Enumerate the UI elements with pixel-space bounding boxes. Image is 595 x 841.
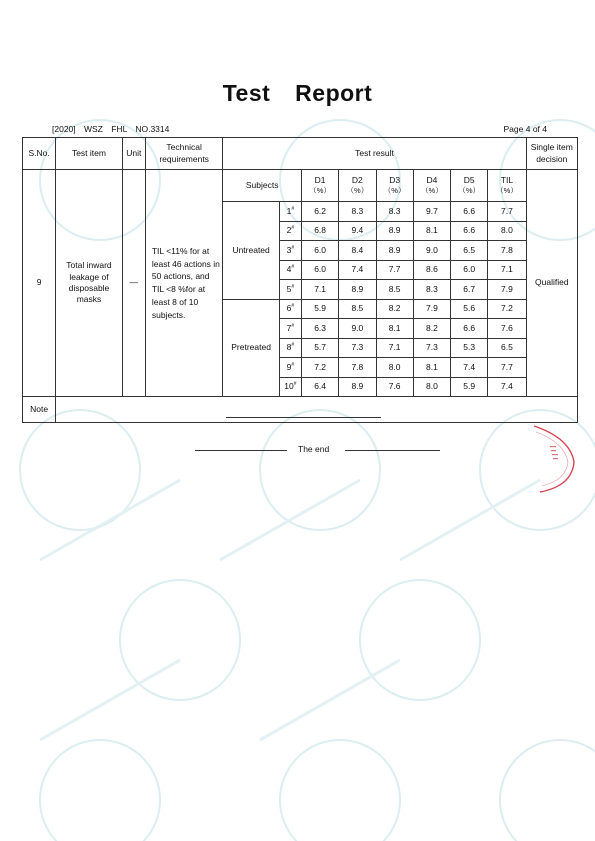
note-content [56,397,578,423]
result-cell: 7.1 [301,280,338,300]
result-cell: 7.4 [488,377,526,397]
subject-number-value: 9 [286,361,292,372]
subject-number-suffix: # [291,244,295,251]
result-cell: 6.5 [451,241,488,261]
column-unit: （%） [496,186,518,196]
result-cell: 8.0 [413,377,450,397]
subject-number-suffix: # [293,381,297,388]
subject-number-suffix: # [291,342,295,349]
result-cell: 6.6 [451,319,488,339]
subheader-subjects: Subjects [223,170,302,202]
subject-number-suffix: # [291,225,295,232]
result-cell: 7.4 [451,358,488,378]
subject-number-value: 6 [286,303,292,314]
result-cell: 7.7 [488,358,526,378]
result-cell: 6.4 [301,377,338,397]
subject-number [279,319,301,339]
subject-number [279,358,301,378]
result-cell: 8.5 [339,299,376,319]
item-requirement: TIL <11% for at least 46 actions in 50 actions, and TIL <8 %for at least 8 of 10 subjects. [145,170,223,397]
subject-number [279,202,301,222]
result-cell: 6.8 [301,221,338,241]
column-name: D4 [426,174,438,185]
subheader-column [301,170,338,202]
column-unit: （%） [346,186,369,196]
result-cell: 7.8 [488,241,526,261]
column-name: TIL [500,174,514,185]
item-name: Total inward leakage of disposable masks [56,170,122,397]
result-cell: 8.2 [413,319,450,339]
header-test-result: Test result [223,138,526,170]
subject-number [279,377,301,397]
column-unit: （%） [421,186,443,196]
end-line-left [195,450,287,451]
end-line-right [345,450,440,451]
result-cell: 8.2 [376,299,413,319]
result-cell: 7.2 [301,358,338,378]
official-seal-stamp [530,420,590,500]
subject-number [279,221,301,241]
result-cell: 5.7 [301,338,338,358]
result-cell: 7.7 [376,260,413,280]
note-label: Note [23,397,56,423]
result-cell: 6.6 [451,221,488,241]
subject-number [279,260,301,280]
result-cell: 6.0 [301,241,338,261]
item-decision: Qualified [526,170,577,397]
result-cell: 6.0 [451,260,488,280]
result-cell: 6.7 [451,280,488,300]
result-cell: 6.3 [301,319,338,339]
result-cell: 7.9 [413,299,450,319]
result-cell: 8.5 [376,280,413,300]
result-cell: 9.0 [413,241,450,261]
result-cell: 5.6 [451,299,488,319]
subject-number [279,280,301,300]
subject-number-suffix: # [291,205,295,212]
subject-number [279,299,301,319]
subheader-column [339,170,376,202]
subject-number-suffix: # [291,264,295,271]
subject-number-value: 2 [286,225,292,236]
result-cell: 8.4 [339,241,376,261]
result-cell: 7.6 [376,377,413,397]
subject-number-value: 5 [286,283,292,294]
subject-number-suffix: # [291,361,295,368]
subject-number-suffix: # [291,322,295,329]
column-name: D5 [463,174,475,185]
header-unit: Unit [122,138,145,170]
report-title: Test Report [222,80,373,106]
result-cell: 6.6 [451,202,488,222]
result-cell: 7.8 [339,358,376,378]
result-cell: 9.7 [413,202,450,222]
note-underline [226,417,381,418]
result-cell: 9.0 [339,319,376,339]
header-single-item-decision: Single item decision [526,138,577,170]
result-cell: 8.6 [413,260,450,280]
result-cell: 7.6 [488,319,526,339]
subject-number-value: 4 [286,264,292,275]
test-result-table [22,137,578,423]
subject-number [279,338,301,358]
header-sno: S.No. [23,138,56,170]
result-cell: 7.9 [488,280,526,300]
subject-number-value: 7 [286,322,292,333]
result-cell: 7.3 [413,338,450,358]
item-sno: 9 [23,170,56,397]
report-reference-number: [2020] WSZ FHL NO.3314 [52,124,170,134]
subject-number-value: 1 [286,205,292,216]
group-pretreated: Pretreated [223,299,279,397]
result-cell: 8.3 [413,280,450,300]
result-cell: 7.1 [376,338,413,358]
result-cell: 5.9 [301,299,338,319]
group-untreated: Untreated [223,202,279,300]
column-unit: （%） [383,186,406,196]
result-cell: 8.0 [376,358,413,378]
column-name: D3 [389,174,401,185]
note-row [23,397,578,423]
page-indicator: Page 4 of 4 [503,124,547,134]
result-cell: 8.0 [488,221,526,241]
result-cell: 8.9 [339,280,376,300]
subject-number-suffix: # [291,283,295,290]
subheader-column [376,170,413,202]
result-cell: 8.1 [413,221,450,241]
subject-number-value: 10 [284,381,294,392]
result-cell: 8.1 [376,319,413,339]
subheader-column [451,170,488,202]
subject-number [279,241,301,261]
result-cell: 9.4 [339,221,376,241]
result-cell: 8.9 [376,241,413,261]
result-cell: 7.2 [488,299,526,319]
result-cell: 7.7 [488,202,526,222]
result-cell: 6.5 [488,338,526,358]
result-cell: 7.3 [339,338,376,358]
subject-number-suffix: # [291,303,295,310]
column-name: D2 [351,174,363,185]
result-cell: 6.2 [301,202,338,222]
column-unit: （%） [458,186,480,196]
result-cell: 7.4 [339,260,376,280]
header-test-item: Test item [56,138,122,170]
table-header-row [23,138,578,170]
result-cell: 8.1 [413,358,450,378]
subheader-column [413,170,450,202]
subheader-column [488,170,526,202]
result-cell: 8.3 [339,202,376,222]
item-unit: — [122,170,145,397]
end-text: The end [298,444,330,454]
column-name: D1 [314,174,326,185]
result-cell: 5.3 [451,338,488,358]
result-cell: 8.3 [376,202,413,222]
column-unit: （%） [309,186,331,196]
subject-number-value: 3 [286,244,292,255]
result-cell: 8.9 [339,377,376,397]
result-cell: 5.9 [451,377,488,397]
subject-number-value: 8 [286,342,292,353]
result-cell: 7.1 [488,260,526,280]
result-cell: 6.0 [301,260,338,280]
header-technical-requirements: Technical requirements [145,138,223,170]
result-cell: 8.9 [376,221,413,241]
table-subheader-row [23,170,578,202]
